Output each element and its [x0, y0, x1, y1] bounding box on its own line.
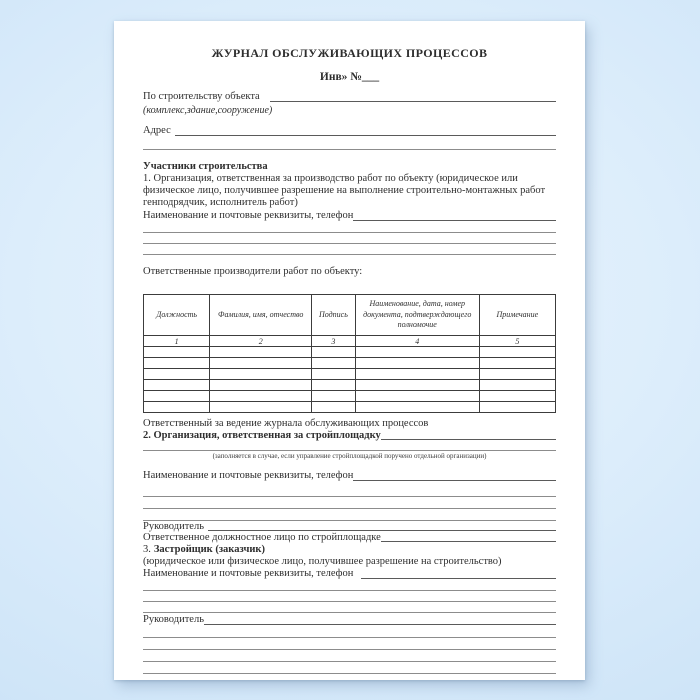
- producers-table-body: [144, 347, 556, 413]
- table-row: [144, 358, 556, 369]
- write-line: [143, 602, 556, 613]
- table-row: [144, 347, 556, 358]
- participants-heading: Участники строительства: [143, 161, 268, 172]
- section3-hint: (юридическое или физическое лицо, получившее разрешение на строительство): [143, 556, 502, 567]
- column-number: 4: [355, 336, 479, 347]
- requisites-write-line-3: [361, 578, 556, 579]
- table-cell-empty: [144, 369, 210, 380]
- official-label: Ответственное должностное лицо по стройплощадке: [143, 532, 381, 543]
- table-cell-empty: [312, 391, 356, 402]
- write-line: [143, 137, 556, 150]
- write-line: [143, 638, 556, 650]
- object-field: [143, 90, 556, 103]
- table-cell-empty: [312, 380, 356, 391]
- table-row: [144, 380, 556, 391]
- table-cell-empty: [355, 369, 479, 380]
- table-cell-empty: [210, 402, 312, 413]
- write-line: [143, 233, 556, 244]
- section3-label: Застройщик (заказчик): [153, 544, 265, 555]
- section2-write-line: [381, 439, 556, 440]
- table-cell-empty: [355, 402, 479, 413]
- clause1-paragraph: 1. Организация, ответственная за производство работ по объекту (юридическое или физическое лицо, получившее разрешение на выполнение строительно-монтажных работ генподрядчик, исполнитель работ): [143, 173, 546, 208]
- official-field: [143, 532, 556, 543]
- write-line: [143, 626, 556, 638]
- head-field-2: [143, 613, 556, 626]
- table-cell-empty: [355, 358, 479, 369]
- section3-number: 3.: [143, 544, 151, 555]
- section2-note: (заполняется в случае, если управление стройплощадкой поручено отдельной организации): [212, 452, 487, 460]
- official-write-line: [381, 541, 556, 542]
- producers-table: [143, 294, 556, 413]
- table-row: [144, 369, 556, 380]
- table-cell-empty: [144, 380, 210, 391]
- table-header-document: Наименование, дата, номер документа, подтверждающего полномочие: [355, 295, 479, 336]
- column-number: 5: [479, 336, 555, 347]
- column-number: 2: [210, 336, 312, 347]
- table-cell-empty: [312, 369, 356, 380]
- section3-heading: [143, 543, 556, 556]
- head-write-line-1: [208, 530, 556, 531]
- object-label: По строительству объекта: [143, 91, 260, 102]
- table-cell-empty: [210, 369, 312, 380]
- write-line: [143, 509, 556, 521]
- table-cell-empty: [355, 391, 479, 402]
- table-cell-empty: [210, 347, 312, 358]
- requisites-label-1: Наименование и почтовые реквизиты, телефон: [143, 210, 354, 221]
- requisites-write-line-2: [353, 480, 556, 481]
- table-cell-empty: [355, 347, 479, 358]
- head-write-line-2: [204, 624, 556, 625]
- table-cell-empty: [144, 358, 210, 369]
- requisites-label-2: Наименование и почтовые реквизиты, телефон: [143, 470, 354, 481]
- head-field-1: [143, 521, 556, 532]
- table-cell-empty: [312, 347, 356, 358]
- table-cell-empty: [355, 380, 479, 391]
- table-cell-empty: [210, 358, 312, 369]
- write-line: [143, 485, 556, 497]
- table-cell-empty: [479, 358, 555, 369]
- write-line: [143, 580, 556, 591]
- journal-keeper-label: Ответственный за ведение журнала обслуживающих процессов: [143, 418, 429, 429]
- write-line: [143, 441, 556, 451]
- column-number: 1: [144, 336, 210, 347]
- producers-caption: Ответственные производители работ по объекту:: [143, 266, 363, 277]
- requisites-field-2: [143, 469, 556, 482]
- write-line: [143, 650, 556, 662]
- write-line: [143, 662, 556, 674]
- address-write-line: [175, 135, 556, 136]
- requisites-field-1: [143, 209, 556, 222]
- table-header-signature: Подпись: [312, 295, 356, 336]
- table-cell-empty: [312, 402, 356, 413]
- object-write-line: [270, 101, 556, 102]
- table-header-remark: Примечание: [479, 295, 555, 336]
- table-cell-empty: [144, 391, 210, 402]
- table-cell-empty: [479, 402, 555, 413]
- table-row: [144, 402, 556, 413]
- head-label-1: Руководитель: [143, 521, 204, 532]
- requisites-field-3: [143, 568, 556, 580]
- table-column-numbers-row: [144, 336, 556, 347]
- table-cell-empty: [479, 391, 555, 402]
- table-header-name: Фамилия, имя, отчество: [210, 295, 312, 336]
- table-cell-empty: [210, 391, 312, 402]
- write-line: [143, 222, 556, 233]
- table-header-position: Должность: [144, 295, 210, 336]
- table-header-row: [144, 295, 556, 336]
- write-line: [143, 497, 556, 509]
- requisites-write-line-1: [353, 220, 556, 221]
- write-line: [143, 244, 556, 255]
- requisites-label-3: Наименование и почтовые реквизиты, телефон: [143, 568, 354, 579]
- table-cell-empty: [479, 347, 555, 358]
- head-label-2: Руководитель: [143, 614, 204, 625]
- write-line: [143, 591, 556, 602]
- document-title: ЖУРНАЛ ОБСЛУЖИВАЮЩИХ ПРОЦЕССОВ: [211, 46, 488, 60]
- producers-table-head: [144, 295, 556, 347]
- table-cell-empty: [144, 402, 210, 413]
- column-number: 3: [312, 336, 356, 347]
- address-field: [143, 124, 556, 137]
- object-hint: (комплекс,здание,сооружение): [143, 105, 273, 116]
- address-label: Адрес: [143, 125, 171, 136]
- document-page: [114, 21, 585, 680]
- section2-field: [143, 430, 556, 441]
- table-cell-empty: [479, 369, 555, 380]
- table-cell-empty: [479, 380, 555, 391]
- table-cell-empty: [312, 358, 356, 369]
- table-cell-empty: [210, 380, 312, 391]
- table-row: [144, 391, 556, 402]
- inventory-number: Инв» №___: [319, 71, 380, 83]
- table-cell-empty: [144, 347, 210, 358]
- section2-label: 2. Организация, ответственная за стройплощадку: [143, 430, 381, 441]
